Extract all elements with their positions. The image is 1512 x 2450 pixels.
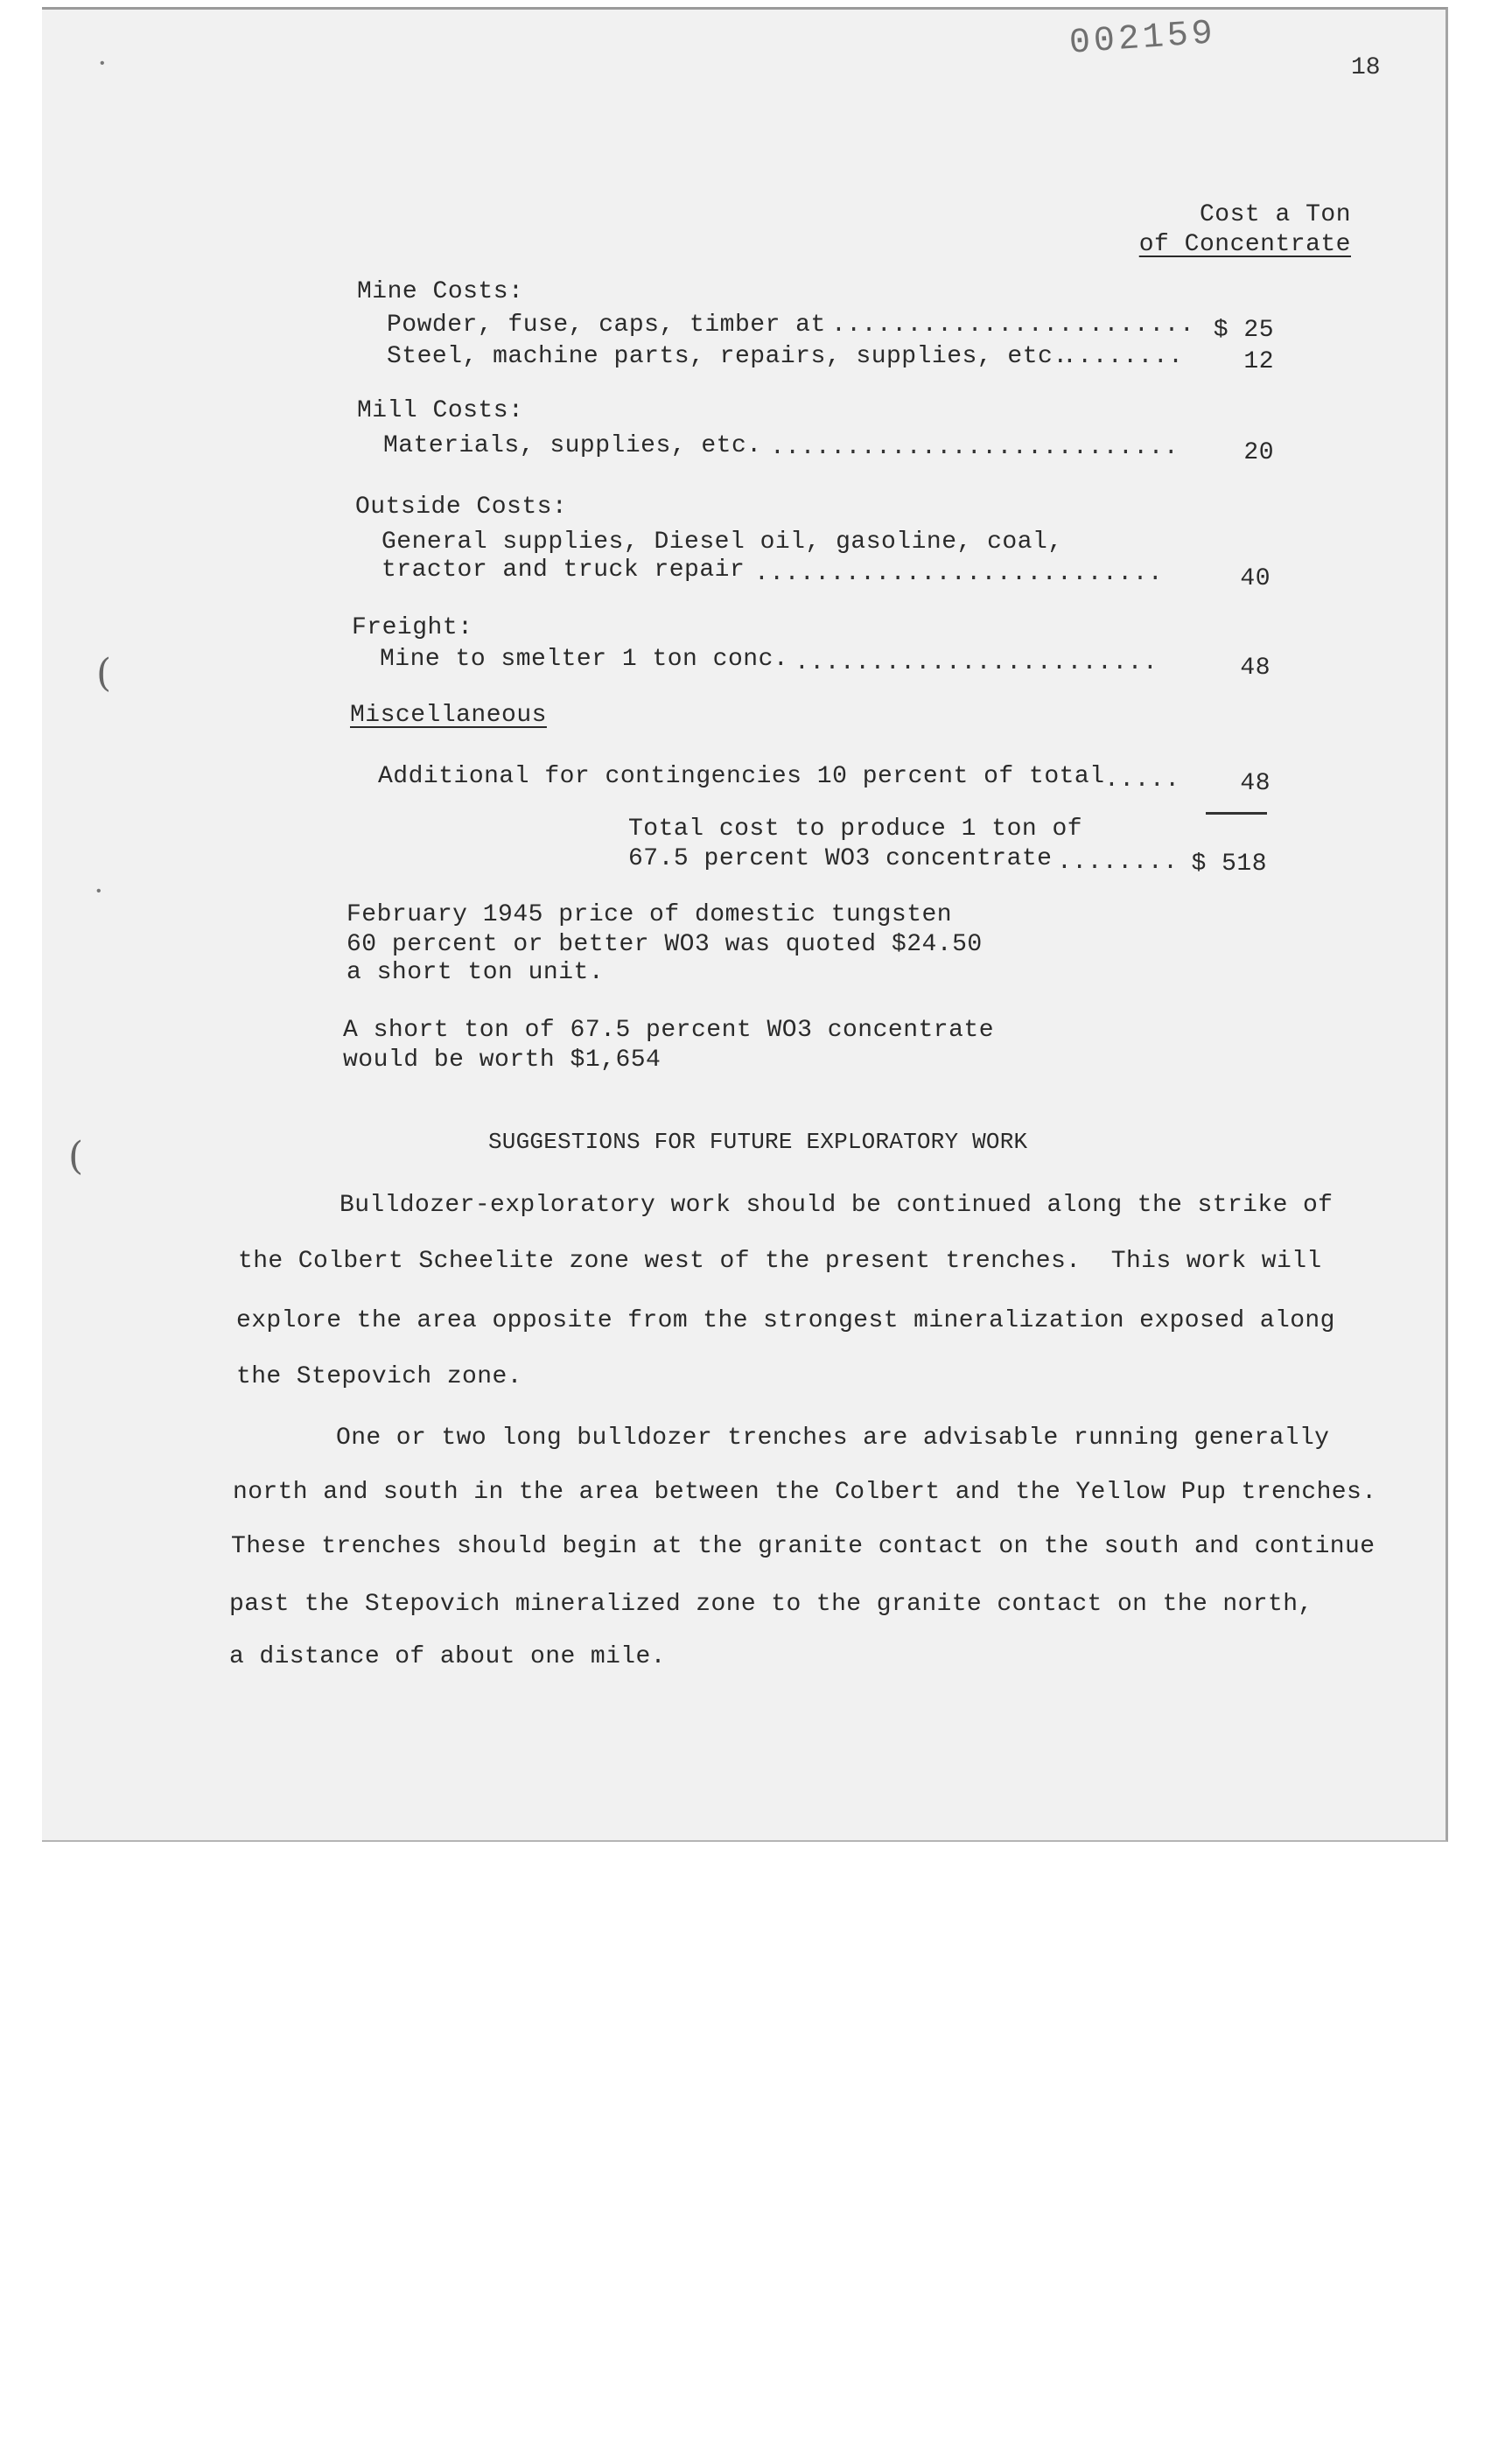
cost-value: 40 [1240,565,1270,592]
cost-value: $ 25 [1213,317,1274,344]
leader-dots: ........................ [831,312,1195,339]
leader-dots: ........................ [794,649,1158,676]
cost-value: 48 [1240,770,1270,797]
leader-dots: ........ [1057,849,1179,876]
worth-note-line2: would be worth $1,654 [343,1046,662,1074]
mill-item-label: Materials, supplies, etc. [383,432,762,459]
paragraph-line: north and south in the area between the Colbert and the Yellow Pup trenches. [233,1479,1377,1506]
leader-dots: ........................... [754,560,1164,587]
page-number: 18 [1351,54,1381,81]
paragraph-line: past the Stepovich mineralized zone to the granite contact on the north, [229,1591,1313,1618]
scan-speck: • [98,56,107,72]
binder-hole-mark: ( [68,1134,84,1179]
paragraph-line: Bulldozer-exploratory work should be continued along the strike of [340,1192,1334,1219]
leader-dots: ........ [1062,343,1184,370]
cost-value: 12 [1243,348,1274,375]
scan-speck: • [94,884,103,900]
miscellaneous-heading: Miscellaneous [350,702,547,729]
column-heading-line1: Cost a Ton [1199,201,1351,228]
section-heading: SUGGESTIONS FOR FUTURE EXPLORATORY WORK [488,1129,1028,1155]
mine-item-label: Powder, fuse, caps, timber at [387,312,826,339]
outside-item-line2: tractor and truck repair [382,556,746,584]
total-line2: 67.5 percent WO3 concentrate [628,845,1053,872]
paragraph-line: One or two long bulldozer trenches are advisable running generally [336,1424,1330,1452]
price-note-line2: 60 percent or better WO3 was quoted $24.50 [346,931,983,958]
paragraph-line: the Stepovich zone. [236,1363,522,1390]
binder-hole-mark: ( [96,651,112,696]
column-heading-line2: of Concentrate [1138,231,1351,258]
freight-item-label: Mine to smelter 1 ton conc. [380,646,789,673]
outside-item-line1: General supplies, Diesel oil, gasoline, coal, [382,528,1063,556]
paragraph-line: explore the area opposite from the strongest mineralization exposed along [236,1307,1335,1334]
total-value: $ 518 [1191,850,1267,878]
freight-heading: Freight: [352,614,473,641]
leader-dots: ..... [1104,766,1180,794]
cost-value: 20 [1243,439,1274,466]
price-note-line1: February 1945 price of domestic tungsten [346,901,953,928]
mill-costs-heading: Mill Costs: [357,397,524,424]
leader-dots: ........................... [770,434,1180,461]
misc-item-label: Additional for contingencies 10 percent of total [378,763,1105,790]
worth-note-line1: A short ton of 67.5 percent WO3 concentrate [343,1017,995,1044]
total-line1: Total cost to produce 1 ton of [628,816,1083,843]
document-number: 002159 [1068,14,1218,64]
mine-item-label: Steel, machine parts, repairs, supplies, etc. [387,343,1068,370]
paragraph-line: These trenches should begin at the granite contact on the south and continue [231,1533,1376,1560]
mine-costs-heading: Mine Costs: [357,278,524,305]
outside-costs-heading: Outside Costs: [355,494,568,521]
sum-rule [1206,812,1267,815]
cost-value: 48 [1240,654,1270,682]
price-note-line3: a short ton unit. [346,959,605,986]
paragraph-line: the Colbert Scheelite zone west of the present trenches. This work will [238,1248,1322,1275]
paragraph-line: a distance of about one mile. [229,1643,666,1670]
